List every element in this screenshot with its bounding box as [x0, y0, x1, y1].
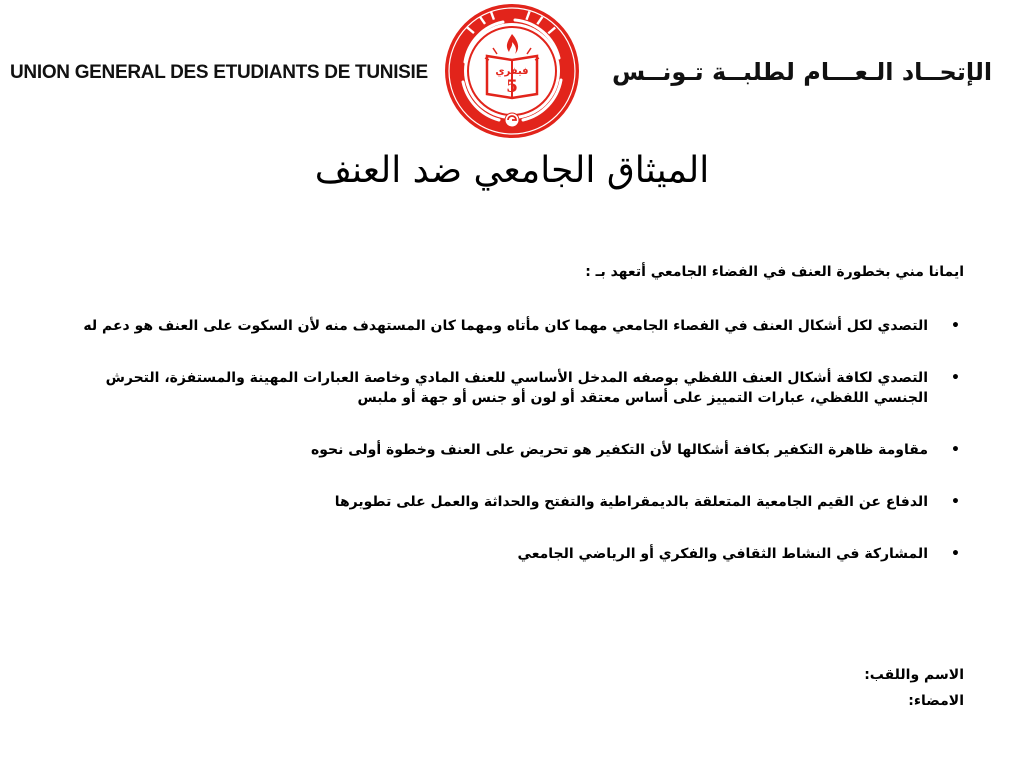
bullet: •: [951, 442, 960, 458]
bullet: •: [951, 318, 960, 334]
signature-fields: [700, 662, 964, 714]
list-item-text: الدفاع عن القيم الجامعية المتعلقة بالديمقراطية والتفتح والحداثة والعمل على تطويرها: [334, 494, 928, 510]
list-item-text: المشاركة في النشاط الثقافي والفكري أو الرياضي الجامعي: [517, 546, 928, 562]
list-item: [60, 492, 964, 512]
org-name-arabic: الإتحــاد الـعـــام لطلبــة تـونــس: [612, 58, 993, 86]
bullet: •: [951, 494, 960, 510]
bullet: •: [951, 546, 960, 562]
union-logo: [443, 2, 581, 140]
logo-center-text: فيفري: [495, 66, 529, 77]
commitments-list: [60, 316, 964, 564]
name-field-label: الاسم واللقب:: [864, 667, 964, 683]
charter-intro: ايمانا مني بخطورة العنف في الفضاء الجامعي أتعهد بـ :: [585, 264, 964, 280]
org-name-french: UNION GENERAL DES ETUDIANTS DE TUNISIE: [10, 62, 428, 83]
list-item: [60, 316, 964, 336]
bullet: •: [951, 370, 960, 386]
page-title: الميثاق الجامعي ضد العنف: [314, 150, 710, 191]
list-item: [60, 440, 964, 460]
list-item-text: التصدي لكافة أشكال العنف اللفظي بوصفه المدخل الأساسي للعنف المادي وخاصة العبارات المهينة والمستفزة، التحرش الجنسي اللفظي، عبارات التمييز على أساس معتقد أو لون أو جنس أو جهة أو ملبس: [105, 370, 928, 406]
logo-number: 5: [506, 77, 518, 97]
list-item-text: التصدي لكل أشكال العنف في الفصاء الجامعي مهما كان مأتاه ومهما كان المستهدف منه لأن السكوت على العنف هو دعم له: [83, 318, 928, 334]
list-item-text: مقاومة ظاهرة التكفير بكافة أشكالها لأن التكفير هو تحريض على العنف وخطوة أولى نحوه: [310, 442, 928, 458]
charter-body: [60, 262, 964, 596]
signature-field-label: الامضاء:: [908, 693, 964, 709]
union-seal-icon: [443, 2, 581, 140]
list-item: [60, 544, 964, 564]
list-item: [60, 368, 964, 408]
